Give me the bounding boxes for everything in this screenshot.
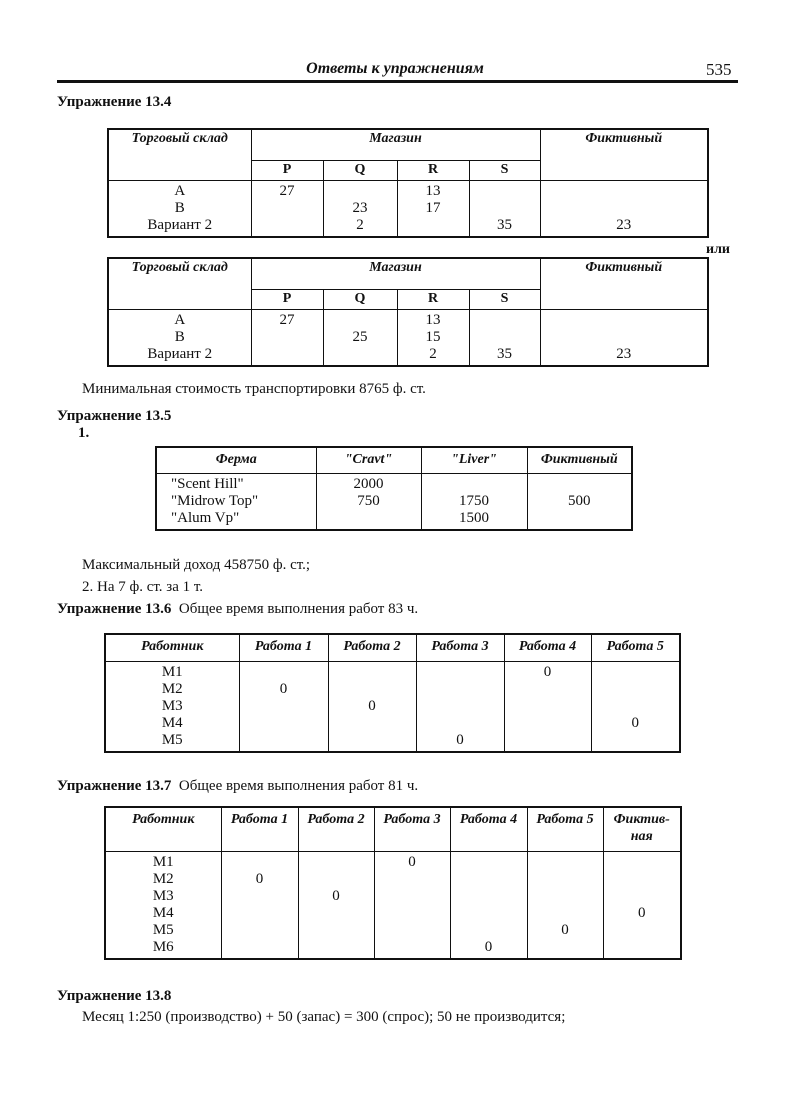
table-cell: "Midrow Top"	[156, 493, 316, 510]
max-income-text: Максимальный доход 458750 ф. ст.;	[82, 557, 311, 573]
table-cell: 27	[251, 310, 323, 330]
table-cell	[416, 715, 504, 732]
table-cell: 17	[397, 200, 469, 217]
header-row	[108, 129, 708, 161]
column-header: Работа 4	[450, 807, 527, 852]
header-shop-R: R	[397, 161, 469, 181]
table-cell: 500	[527, 493, 632, 510]
table-cell	[603, 871, 681, 888]
header-shop: Магазин	[251, 129, 540, 161]
header-shop-S: S	[469, 290, 540, 310]
table-cell	[540, 200, 708, 217]
table-cell: "Alum Vp"	[156, 510, 316, 530]
table-cell	[239, 698, 328, 715]
table-row	[105, 871, 681, 888]
column-header: Работа 4	[504, 634, 591, 662]
table-row	[105, 715, 680, 732]
table-cell	[374, 905, 450, 922]
exercise-13-6-line	[57, 601, 418, 618]
table-cell: 0	[450, 939, 527, 959]
table-cell	[298, 871, 374, 888]
table-row	[105, 681, 680, 698]
table-cell: 23	[323, 200, 397, 217]
table-cell: "Scent Hill"	[156, 474, 316, 494]
table-cell	[298, 939, 374, 959]
table-cell: 35	[469, 217, 540, 237]
table-cell	[450, 905, 527, 922]
table-cell: 0	[328, 698, 416, 715]
table-cell	[527, 888, 603, 905]
table-row	[105, 922, 681, 939]
table-cell	[239, 715, 328, 732]
table-cell: B	[108, 329, 251, 346]
column-header: Работа 2	[298, 807, 374, 852]
exercise-13-5-table	[155, 446, 633, 531]
header-shop-S: S	[469, 161, 540, 181]
table-cell: A	[108, 181, 251, 201]
table-row	[156, 510, 632, 530]
table-cell: 25	[323, 329, 397, 346]
item-1-label: 1.	[78, 425, 90, 441]
table-cell	[540, 329, 708, 346]
header-warehouse: Торговый склад	[108, 258, 251, 310]
table-cell: 0	[527, 922, 603, 939]
table-cell	[239, 732, 328, 752]
table-row	[108, 346, 708, 366]
table-cell: M5	[105, 732, 239, 752]
table-cell	[323, 346, 397, 366]
table-cell	[298, 905, 374, 922]
table-cell	[591, 681, 680, 698]
column-header: Фиктив-ная	[603, 807, 681, 852]
table-cell	[540, 181, 708, 201]
table-cell	[416, 681, 504, 698]
table-cell	[504, 715, 591, 732]
exercise-13-7-table	[104, 806, 682, 960]
table-cell	[397, 217, 469, 237]
table-cell	[251, 346, 323, 366]
table-cell	[416, 698, 504, 715]
table-cell: 0	[603, 905, 681, 922]
table-cell	[504, 681, 591, 698]
table-cell	[316, 510, 421, 530]
table-cell	[450, 922, 527, 939]
column-header: Работа 3	[416, 634, 504, 662]
table-cell: A	[108, 310, 251, 330]
table-cell	[221, 888, 298, 905]
table-cell	[527, 510, 632, 530]
table-cell	[221, 939, 298, 959]
table-cell: 23	[540, 217, 708, 237]
table-cell	[374, 871, 450, 888]
table-row	[105, 852, 681, 872]
column-header: Работник	[105, 807, 221, 852]
table-cell	[469, 200, 540, 217]
table-cell	[603, 888, 681, 905]
table-cell	[416, 662, 504, 682]
table-cell	[421, 474, 527, 494]
header-shop: Магазин	[251, 258, 540, 290]
table-cell	[298, 852, 374, 872]
exercise-13-6-table	[104, 633, 681, 753]
table-cell: 0	[504, 662, 591, 682]
table-cell: Вариант 2	[108, 217, 251, 237]
table-cell	[450, 888, 527, 905]
table-cell	[328, 715, 416, 732]
table-cell: M3	[105, 888, 221, 905]
min-cost-text: Минимальная стоимость транспортировки 8765 ф. ст.	[82, 381, 426, 397]
table-row	[105, 698, 680, 715]
exercise-13-7-note: Общее время выполнения работ 81 ч.	[178, 778, 419, 794]
exercise-13-8-title: Упражнение 13.8	[57, 988, 172, 1004]
table-row	[156, 474, 632, 494]
table-cell: 13	[397, 181, 469, 201]
table-cell: M2	[105, 871, 221, 888]
header-row	[108, 258, 708, 290]
table-cell	[374, 939, 450, 959]
table-row	[105, 662, 680, 682]
table-row	[105, 888, 681, 905]
column-header: Работа 2	[328, 634, 416, 662]
table-cell	[591, 662, 680, 682]
table-cell	[527, 871, 603, 888]
exercise-13-4-table-2	[107, 257, 709, 367]
table-cell	[323, 310, 397, 330]
table-row	[156, 493, 632, 510]
table-cell: 13	[397, 310, 469, 330]
table-cell: M1	[105, 852, 221, 872]
header-shop-Q: Q	[323, 290, 397, 310]
table-cell	[221, 922, 298, 939]
table-cell: 0	[239, 681, 328, 698]
table-cell: M5	[105, 922, 221, 939]
table-row	[105, 732, 680, 752]
header-shop-Q: Q	[323, 161, 397, 181]
table-cell: 1750	[421, 493, 527, 510]
table-cell: M3	[105, 698, 239, 715]
table-cell	[504, 732, 591, 752]
table-cell	[540, 310, 708, 330]
table-row	[105, 905, 681, 922]
header-row	[105, 634, 680, 662]
table-cell: 0	[221, 871, 298, 888]
table-cell: 750	[316, 493, 421, 510]
table-cell: Вариант 2	[108, 346, 251, 366]
table-cell: 1500	[421, 510, 527, 530]
table-row	[108, 310, 708, 330]
table-cell	[450, 871, 527, 888]
column-header: Работа 1	[221, 807, 298, 852]
table-cell	[469, 181, 540, 201]
table-cell: 2	[323, 217, 397, 237]
table-cell	[239, 662, 328, 682]
table-row	[105, 939, 681, 959]
column-header: Работник	[105, 634, 239, 662]
table-cell: 0	[374, 852, 450, 872]
table-row	[108, 200, 708, 217]
exercise-13-7-line	[57, 778, 418, 795]
table-row	[108, 181, 708, 201]
table-cell: 0	[591, 715, 680, 732]
table-cell: M4	[105, 715, 239, 732]
exercise-13-6-note: Общее время выполнения работ 83 ч.	[178, 601, 419, 617]
table-row	[108, 217, 708, 237]
table-cell	[527, 939, 603, 959]
table-cell	[328, 662, 416, 682]
column-header: Работа 1	[239, 634, 328, 662]
exercise-13-6-title: Упражнение 13.6	[57, 601, 172, 617]
column-header: Ферма	[156, 447, 316, 474]
column-header: "Cravt"	[316, 447, 421, 474]
table-cell	[527, 474, 632, 494]
table-cell: 0	[298, 888, 374, 905]
table-cell	[221, 852, 298, 872]
table-cell	[469, 329, 540, 346]
header-row	[156, 447, 632, 474]
header-rule	[57, 80, 738, 83]
header-shop-R: R	[397, 290, 469, 310]
table-cell: 2000	[316, 474, 421, 494]
table-cell	[328, 732, 416, 752]
exercise-13-8-text: Месяц 1:250 (производство) + 50 (запас) = 300 (спрос); 50 не производится;	[82, 1009, 566, 1025]
table-cell: B	[108, 200, 251, 217]
table-cell	[504, 698, 591, 715]
item-2-text: 2. На 7 ф. ст. за 1 т.	[82, 579, 204, 595]
or-label: или	[706, 242, 730, 257]
table-cell: M6	[105, 939, 221, 959]
header-shop-P: P	[251, 161, 323, 181]
table-cell: 2	[397, 346, 469, 366]
table-cell	[603, 852, 681, 872]
table-cell	[251, 217, 323, 237]
header-dummy: Фиктивный	[540, 258, 708, 310]
table-cell	[450, 852, 527, 872]
exercise-13-4-table-1	[107, 128, 709, 238]
table-cell	[374, 888, 450, 905]
exercise-13-7-title: Упражнение 13.7	[57, 778, 172, 794]
header-dummy: Фиктивный	[540, 129, 708, 181]
table-cell	[298, 922, 374, 939]
column-header: Работа 5	[591, 634, 680, 662]
table-cell	[591, 732, 680, 752]
table-cell	[527, 852, 603, 872]
header-shop-P: P	[251, 290, 323, 310]
page-number: 535	[706, 60, 732, 79]
table-cell	[374, 922, 450, 939]
column-header: Фиктивный	[527, 447, 632, 474]
table-cell	[603, 939, 681, 959]
header-row	[105, 807, 681, 852]
running-header: Ответы к упражнениям	[306, 60, 484, 77]
table-cell	[591, 698, 680, 715]
exercise-13-5-title: Упражнение 13.5	[57, 408, 172, 424]
column-header: Работа 5	[527, 807, 603, 852]
table-cell: 27	[251, 181, 323, 201]
table-cell	[603, 922, 681, 939]
table-cell: M1	[105, 662, 239, 682]
table-cell	[328, 681, 416, 698]
header-warehouse: Торговый склад	[108, 129, 251, 181]
table-cell: M2	[105, 681, 239, 698]
table-cell: M4	[105, 905, 221, 922]
table-cell	[221, 905, 298, 922]
column-header: "Liver"	[421, 447, 527, 474]
table-cell: 15	[397, 329, 469, 346]
table-cell	[251, 200, 323, 217]
table-cell	[469, 310, 540, 330]
exercise-13-4-title: Упражнение 13.4	[57, 94, 172, 110]
table-cell: 0	[416, 732, 504, 752]
table-cell: 23	[540, 346, 708, 366]
table-row	[108, 329, 708, 346]
table-cell	[323, 181, 397, 201]
table-cell: 35	[469, 346, 540, 366]
table-cell	[251, 329, 323, 346]
column-header: Работа 3	[374, 807, 450, 852]
table-cell	[527, 905, 603, 922]
